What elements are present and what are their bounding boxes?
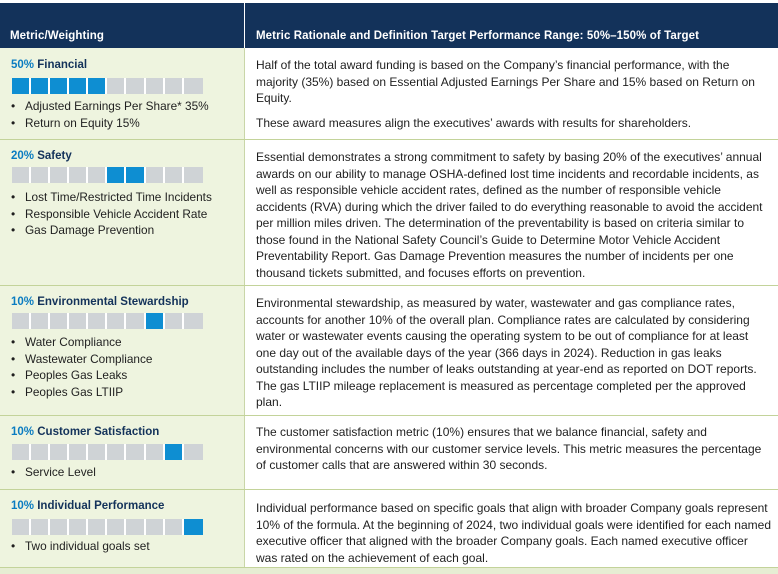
weight-bar-segment xyxy=(88,78,107,94)
weight-bar-segment xyxy=(165,444,184,460)
header-metric-weighting: Metric/Weighting xyxy=(10,30,105,42)
list-item: • Peoples Gas Leaks xyxy=(11,367,152,384)
weight-bar-segment xyxy=(126,167,145,183)
weight-bar-segment xyxy=(69,444,88,460)
rationale-paragraph: The customer satisfaction metric (10%) ensures that we balance financial, safety and environmental concerns with our customer service levels. This metric measures the percentage of customer calls that are answered within 30 seconds. xyxy=(256,425,762,472)
weight-bar-segment xyxy=(12,167,31,183)
metric-weight: 20% xyxy=(11,150,35,162)
weight-bar xyxy=(12,519,232,535)
weight-bar-segment xyxy=(69,167,88,183)
weight-bar-segment xyxy=(146,519,165,535)
list-item: • Lost Time/Restricted Time Incidents xyxy=(11,189,212,206)
weight-bar-segment xyxy=(12,444,31,460)
metric-components xyxy=(11,98,209,131)
weight-bar-segment xyxy=(12,313,31,329)
weight-bar xyxy=(12,78,232,94)
weight-bar-segment xyxy=(107,444,126,460)
weight-bar-segment xyxy=(88,519,107,535)
metric-weight: 10% xyxy=(11,296,35,308)
weight-bar-segment xyxy=(126,78,145,94)
rationale-paragraph: Half of the total award funding is based on the Company’s financial performance, with the majority (35%) based on Essential Adjusted Earnings Per Share and 15% based on Return on Equity. xyxy=(256,58,755,105)
metric-title xyxy=(11,426,159,438)
metric-row-environmental-stewardship xyxy=(0,286,778,416)
weight-bar-segment xyxy=(184,519,203,535)
metric-name: Financial xyxy=(37,59,88,71)
metric-components xyxy=(11,334,152,400)
weight-bar-segment xyxy=(126,519,145,535)
weight-bar-segment xyxy=(69,313,88,329)
weight-bar-segment xyxy=(146,313,165,329)
list-item: • Adjusted Earnings Per Share* 35% xyxy=(11,98,209,115)
weight-bar-segment xyxy=(12,519,31,535)
weight-bar-segment xyxy=(146,444,165,460)
metric-components xyxy=(11,538,150,555)
list-item: • Water Compliance xyxy=(11,334,152,351)
weight-bar-segment xyxy=(31,519,50,535)
metric-title xyxy=(11,296,189,308)
weight-bar-segment xyxy=(107,313,126,329)
list-item: • Responsible Vehicle Accident Rate xyxy=(11,206,212,223)
weight-bar-segment xyxy=(31,167,50,183)
weight-bar-segment xyxy=(165,313,184,329)
weight-bar-segment xyxy=(50,519,69,535)
rationale-paragraph: These award measures align the executives’ awards with results for shareholders. xyxy=(256,116,692,130)
weight-bar-segment xyxy=(50,313,69,329)
weight-bar-segment xyxy=(126,444,145,460)
weight-bar xyxy=(12,167,232,183)
weight-bar-segment xyxy=(184,444,203,460)
metric-row-safety xyxy=(0,140,778,286)
header-metric-rationale: Metric Rationale and Definition Target Performance Range: 50%–150% of Target xyxy=(256,30,699,42)
metric-name: Environmental Stewardship xyxy=(37,296,189,308)
weight-bar-segment xyxy=(31,78,50,94)
metric-weight: 50% xyxy=(11,59,35,71)
weight-bar-segment xyxy=(88,167,107,183)
metric-row-customer-satisfaction xyxy=(0,416,778,490)
metric-components xyxy=(11,464,96,481)
list-item: • Peoples Gas LTIIP xyxy=(11,384,152,401)
metric-cell xyxy=(0,286,244,416)
list-item: • Gas Damage Prevention xyxy=(11,222,212,239)
weight-bar-segment xyxy=(31,444,50,460)
metric-cell xyxy=(0,48,244,140)
rationale-paragraph: Environmental stewardship, as measured by water, wastewater and gas compliance rates, accounts for another 10% of the overall plan. Compliance rates are calculated by considering water or wastewater events causing the operating system to be out of compliance for at least one day out of the available days of the year (366 days in 2024). Reduction in gas leaks outstanding includes the number of leaks outstanding at year-end as reported on DOT reports. The gas LTIIP mileage replacement is measured as percentage completed per the approved plan. xyxy=(256,296,757,409)
weight-bar-segment xyxy=(50,78,69,94)
weight-bar-segment xyxy=(12,78,31,94)
metric-title xyxy=(11,150,72,162)
weight-bar-segment xyxy=(107,78,126,94)
metric-cell xyxy=(0,140,244,286)
weight-bar-segment xyxy=(88,444,107,460)
header-divider xyxy=(244,3,245,48)
metric-title xyxy=(11,59,87,71)
rationale-paragraph: Individual performance based on specific goals that align with broader Company goals represent 10% of the formula. At the beginning of 2024, two individual goals were identified for each named executive officer that aligned with the broader Company goals. Each named executive officer was rated on the achievement of each goal. xyxy=(256,501,771,565)
metric-cell xyxy=(0,416,244,490)
weight-bar-segment xyxy=(165,78,184,94)
list-item: • Wastewater Compliance xyxy=(11,351,152,368)
metric-components xyxy=(11,189,212,239)
metric-weight: 10% xyxy=(11,426,35,438)
weight-bar-segment xyxy=(126,313,145,329)
weight-bar-segment xyxy=(184,167,203,183)
metric-row-financial xyxy=(0,48,778,140)
weight-bar-segment xyxy=(31,313,50,329)
weight-bar xyxy=(12,444,232,460)
list-item: • Service Level xyxy=(11,464,96,481)
weight-bar-segment xyxy=(107,519,126,535)
list-item: • Two individual goals set xyxy=(11,538,150,555)
metric-name: Customer Satisfaction xyxy=(37,426,160,438)
weight-bar-segment xyxy=(50,167,69,183)
weight-bar-segment xyxy=(184,78,203,94)
metric-name: Safety xyxy=(37,150,72,162)
weight-bar-segment xyxy=(146,78,165,94)
weight-bar-segment xyxy=(165,167,184,183)
rationale-paragraph: Essential demonstrates a strong commitment to safety by basing 20% of the executives’ annual awards on our ability to manage OSHA-defined lost time incidents and recordable incidents, as well as responsible vehicle accident rates, defined as the number of responsible vehicle accidents (RVA) during which the driver failed to do everything reasonable to avoid the accident per million miles driven. The determination of the preventability is based on criteria similar to those found in the National Safety Council’s Guide to Determine Motor Vehicle Accident Preventability Report. Gas Damage Prevention measures the number of incidents per one thousand tickets submitted, and focuses efforts on prevention. xyxy=(256,150,763,280)
metric-cell xyxy=(0,490,244,568)
weight-bar-segment xyxy=(184,313,203,329)
weight-bar-segment xyxy=(69,78,88,94)
weight-bar-segment xyxy=(69,519,88,535)
weight-bar-segment xyxy=(165,519,184,535)
metric-name: Individual Performance xyxy=(37,500,165,512)
weight-bar-segment xyxy=(107,167,126,183)
table-header xyxy=(0,3,778,48)
weight-bar-segment xyxy=(50,444,69,460)
weight-bar-segment xyxy=(146,167,165,183)
metric-row-individual-performance xyxy=(0,490,778,568)
list-item: • Return on Equity 15% xyxy=(11,115,209,132)
weight-bar xyxy=(12,313,232,329)
weight-bar-segment xyxy=(88,313,107,329)
metric-weight: 10% xyxy=(11,500,35,512)
metric-title xyxy=(11,500,164,512)
table-bottom-rule xyxy=(0,568,778,574)
